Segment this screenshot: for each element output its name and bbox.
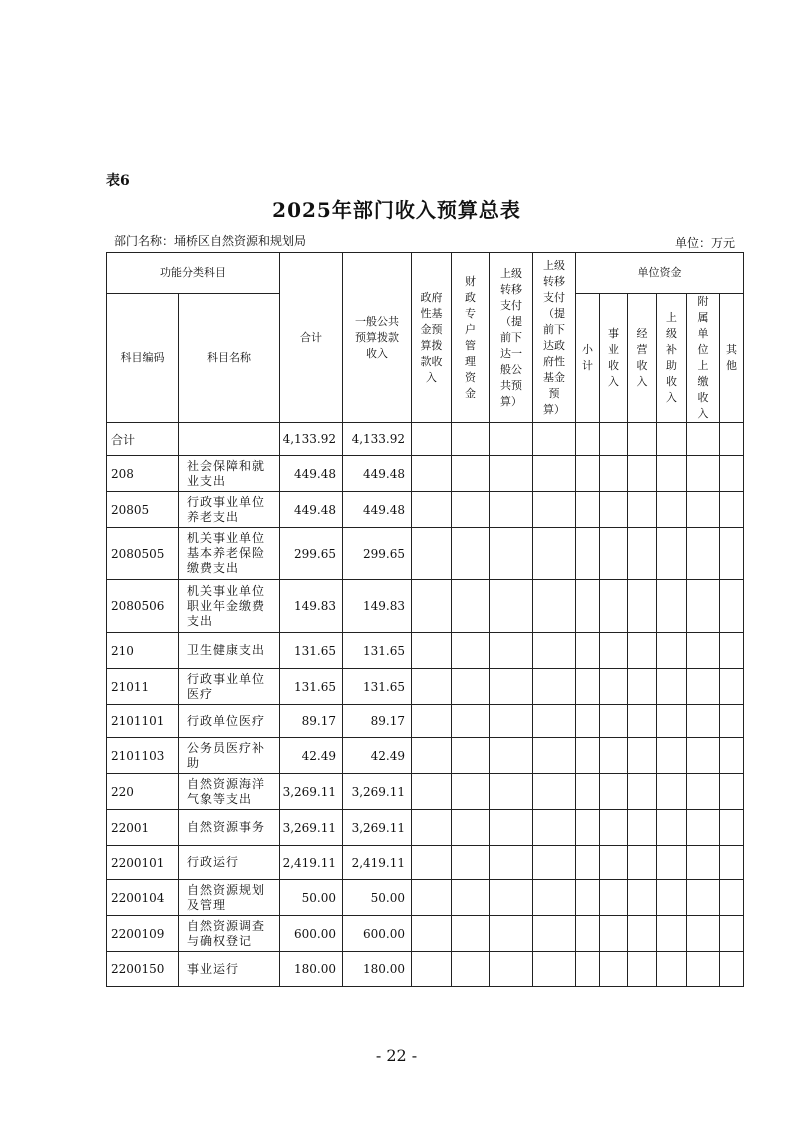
unit-label: 单位：万元	[674, 236, 735, 250]
row-name: 自然资源调查与确权登记	[179, 916, 280, 952]
table-row	[107, 669, 744, 705]
row-general: 180.00	[343, 952, 412, 987]
row-code: 220	[107, 774, 179, 810]
header-general-public: 一般公共预算拨款收入	[343, 253, 412, 423]
row-total: 180.00	[280, 952, 343, 987]
row-code: 2080505	[107, 528, 179, 580]
row-code: 22001	[107, 810, 179, 846]
row-general: 3,269.11	[343, 774, 412, 810]
row-general: 3,269.11	[343, 810, 412, 846]
row-code: 2200109	[107, 916, 179, 952]
row-code: 208	[107, 456, 179, 492]
row-code: 210	[107, 633, 179, 669]
row-name	[179, 423, 280, 456]
header-functional-category: 功能分类科目	[107, 253, 280, 294]
row-name: 自然资源规划及管理	[179, 880, 280, 916]
header-subtotal: 小计	[576, 294, 600, 423]
page-title: 2025年部门收入预算总表	[272, 198, 521, 222]
row-general: 4,133.92	[343, 423, 412, 456]
row-total: 299.65	[280, 528, 343, 580]
table-row	[107, 810, 744, 846]
row-total: 42.49	[280, 738, 343, 774]
table-row	[107, 916, 744, 952]
header-unit-funds: 单位资金	[576, 253, 744, 294]
row-name: 行政运行	[179, 846, 280, 880]
page-number: - 22 -	[375, 1046, 418, 1065]
row-general: 449.48	[343, 456, 412, 492]
row-general: 42.49	[343, 738, 412, 774]
row-total: 131.65	[280, 669, 343, 705]
table-row	[107, 774, 744, 810]
budget-table	[106, 252, 744, 987]
row-general: 131.65	[343, 669, 412, 705]
table-row	[107, 456, 744, 492]
row-name: 自然资源海洋气象等支出	[179, 774, 280, 810]
row-name: 自然资源事务	[179, 810, 280, 846]
row-code: 2101101	[107, 705, 179, 738]
row-general: 299.65	[343, 528, 412, 580]
row-total: 449.48	[280, 456, 343, 492]
row-total: 3,269.11	[280, 774, 343, 810]
row-code: 2200150	[107, 952, 179, 987]
table-row	[107, 705, 744, 738]
row-total: 3,269.11	[280, 810, 343, 846]
row-general: 600.00	[343, 916, 412, 952]
row-name: 卫生健康支出	[179, 633, 280, 669]
row-name: 事业运行	[179, 952, 280, 987]
row-code: 2200104	[107, 880, 179, 916]
row-general: 449.48	[343, 492, 412, 528]
row-general: 89.17	[343, 705, 412, 738]
row-general: 131.65	[343, 633, 412, 669]
header-code: 科目编码	[107, 294, 179, 423]
row-code: 21011	[107, 669, 179, 705]
table-row	[107, 528, 744, 580]
department-name: 部门名称：埇桥区自然资源和规划局	[114, 234, 307, 248]
row-name: 机关事业单位职业年金缴费支出	[179, 580, 280, 633]
header-business-income: 事业收入	[600, 294, 628, 423]
table-label: 表6	[106, 173, 130, 189]
table-row	[107, 952, 744, 987]
header-operating-income: 经营收入	[628, 294, 657, 423]
row-total: 50.00	[280, 880, 343, 916]
header-other: 其他	[720, 294, 744, 423]
table-row	[107, 633, 744, 669]
table-row	[107, 738, 744, 774]
row-general: 50.00	[343, 880, 412, 916]
row-total: 131.65	[280, 633, 343, 669]
row-general: 2,419.11	[343, 846, 412, 880]
row-name: 公务员医疗补助	[179, 738, 280, 774]
table-row	[107, 492, 744, 528]
row-total: 89.17	[280, 705, 343, 738]
row-name: 机关事业单位基本养老保险缴费支出	[179, 528, 280, 580]
table-row	[107, 580, 744, 633]
row-total: 600.00	[280, 916, 343, 952]
row-code: 合计	[107, 423, 179, 456]
row-code: 20805	[107, 492, 179, 528]
header-superior-subsidy: 上级补助收入	[657, 294, 687, 423]
header-fiscal-special: 财政专户管理资金	[452, 253, 490, 423]
row-name: 行政事业单位养老支出	[179, 492, 280, 528]
row-total: 149.83	[280, 580, 343, 633]
table-row	[107, 846, 744, 880]
row-total: 449.48	[280, 492, 343, 528]
row-name: 行政事业单位医疗	[179, 669, 280, 705]
table-row	[107, 423, 744, 456]
row-total: 2,419.11	[280, 846, 343, 880]
header-affiliated-income: 附属单位上缴收入	[687, 294, 720, 423]
row-name: 社会保障和就业支出	[179, 456, 280, 492]
row-code: 2101103	[107, 738, 179, 774]
row-general: 149.83	[343, 580, 412, 633]
row-code: 2200101	[107, 846, 179, 880]
row-total: 4,133.92	[280, 423, 343, 456]
header-total: 合计	[280, 253, 343, 423]
table-row	[107, 880, 744, 916]
row-name: 行政单位医疗	[179, 705, 280, 738]
header-name: 科目名称	[179, 294, 280, 423]
header-transfer-fund: 上级转移支付（提前下达政府性基金预算）	[533, 253, 576, 423]
header-gov-fund: 政府性基金预算拨款收入	[412, 253, 452, 423]
row-code: 2080506	[107, 580, 179, 633]
header-transfer-general: 上级转移支付（提前下达一般公共预算）	[490, 253, 533, 423]
